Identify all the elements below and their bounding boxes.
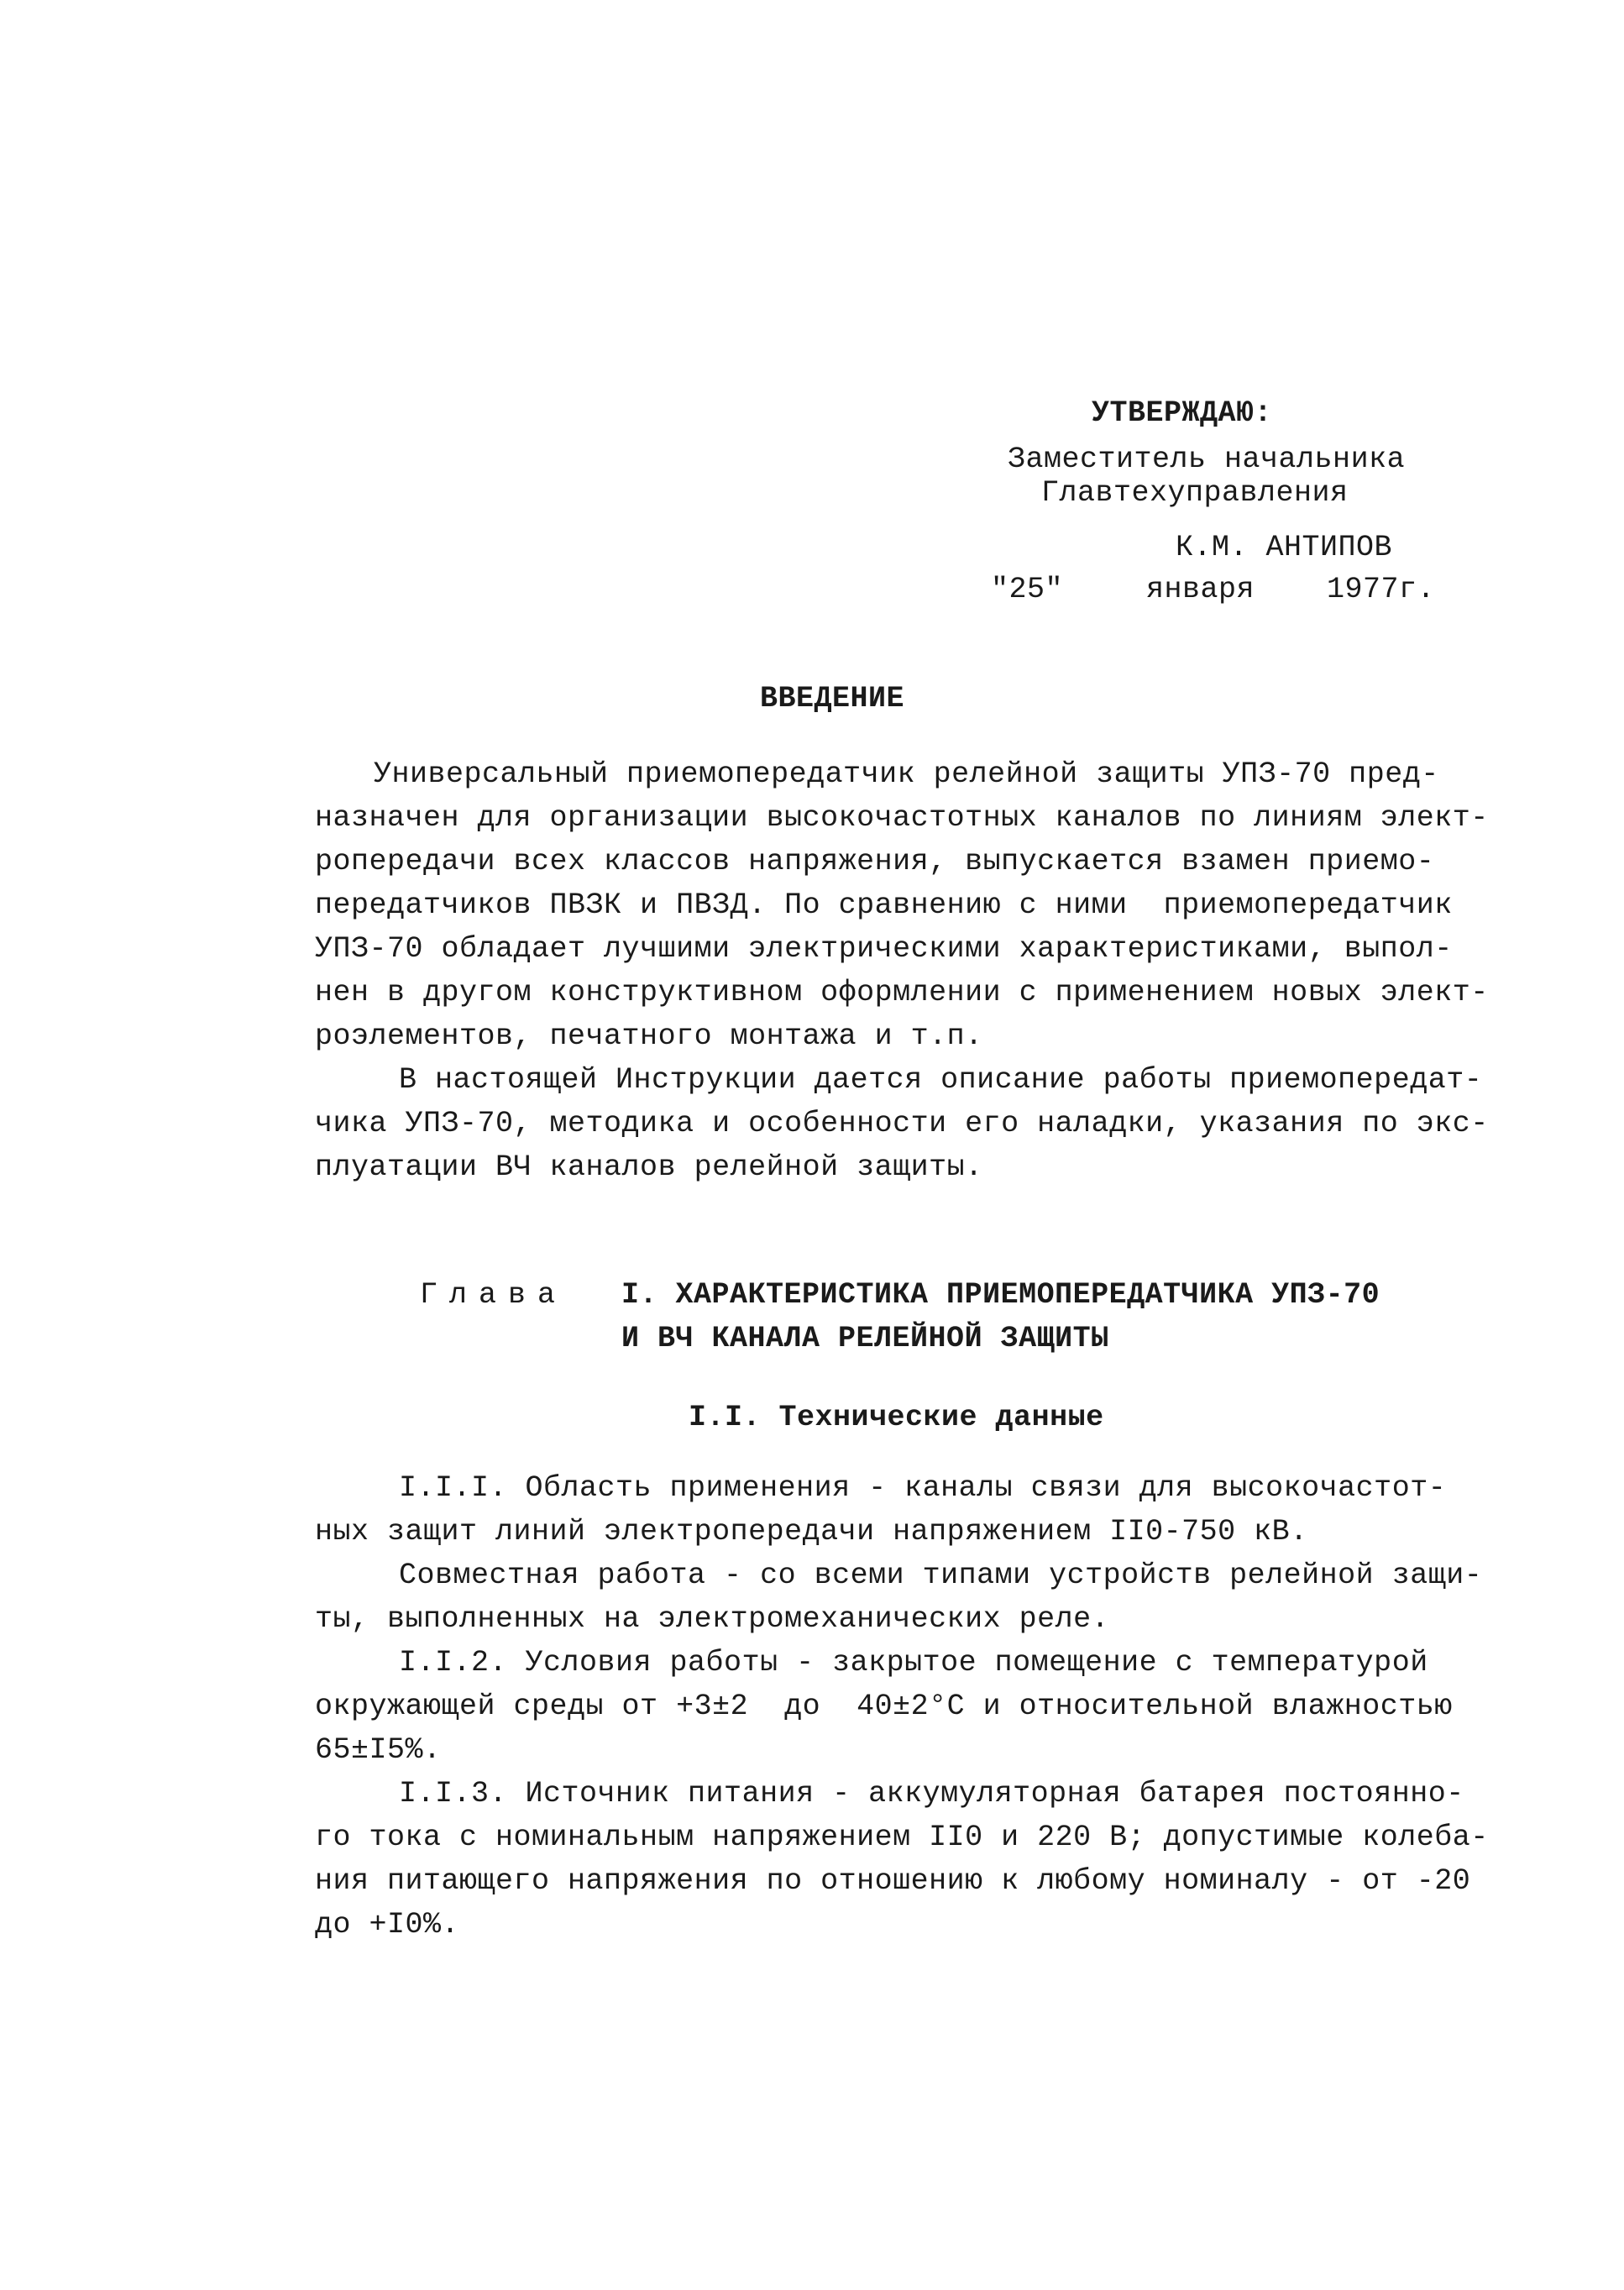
section-line: 65±I5%.	[315, 1733, 442, 1767]
section-line: го тока с номинальным напряжением II0 и 220 В; допустимые колеба-	[315, 1821, 1489, 1854]
section-line: до +I0%.	[315, 1908, 460, 1942]
chapter-title-line1: I. ХАРАКТЕРИСТИКА ПРИЕМОПЕРЕДАТЧИКА УПЗ-70	[621, 1278, 1380, 1312]
section-line: I.I.3. Источник питания - аккумуляторная батарея постоянно-	[399, 1777, 1464, 1811]
intro-line: передатчиков ПВЗК и ПВЗД. По сравнению с ними приемопередатчик	[315, 888, 1453, 922]
intro-line: В настоящей Инструкции дается описание работы приемопередат-	[399, 1063, 1483, 1097]
intro-line: УПЗ-70 обладает лучшими электрическими характеристиками, выпол-	[315, 932, 1453, 966]
section-line: ных защит линий электропередачи напряжением II0-750 кВ.	[315, 1515, 1308, 1549]
section-line: ния питающего напряжения по отношению к любому номиналу - от -20	[315, 1864, 1471, 1898]
chapter-title-line2: И ВЧ КАНАЛА РЕЛЕЙНОЙ ЗАЩИТЫ	[621, 1322, 1109, 1355]
intro-line: чика УПЗ-70, методика и особенности его наладки, указания по экс-	[315, 1107, 1489, 1140]
intro-title: ВВЕДЕНИЕ	[760, 682, 905, 715]
section-line: I.I.I. Область применения - каналы связи для высокочастот-	[399, 1471, 1447, 1505]
approval-heading: УТВЕРЖДАЮ:	[1092, 396, 1273, 430]
approval-year: 1977г.	[1327, 573, 1436, 606]
approval-position-line1: Заместитель начальника	[1008, 443, 1406, 476]
intro-line: Универсальный приемопередатчик релейной защиты УПЗ-70 пред-	[374, 757, 1439, 791]
intro-line: ропередачи всех классов напряжения, выпускается взамен приемо-	[315, 845, 1435, 878]
approval-day: "25"	[991, 573, 1064, 606]
approval-position-line2: Главтехуправления	[1041, 476, 1349, 510]
intro-line: роэлементов, печатного монтажа и т.п.	[315, 1019, 983, 1053]
section-line: ты, выполненных на электромеханических реле.	[315, 1602, 1110, 1636]
approval-name: К.М. АНТИПОВ	[1176, 531, 1393, 564]
intro-line: нен в другом конструктивном оформлении с применением новых элект-	[315, 976, 1489, 1009]
section-line: окружающей среды от +3±2 до 40±2°С и относительной влажностью	[315, 1690, 1453, 1723]
section-line: I.I.2. Условия работы - закрытое помещение с температурой	[399, 1646, 1428, 1680]
chapter-label: Глава	[420, 1278, 568, 1312]
section-title: I.I. Технические данные	[689, 1401, 1104, 1434]
approval-month: января	[1146, 573, 1255, 606]
intro-line: назначен для организации высокочастотных каналов по линиям элект-	[315, 801, 1489, 835]
section-line: Совместная работа - со всеми типами устройств релейной защи-	[399, 1559, 1483, 1592]
intro-line: плуатации ВЧ каналов релейной защиты.	[315, 1150, 983, 1184]
